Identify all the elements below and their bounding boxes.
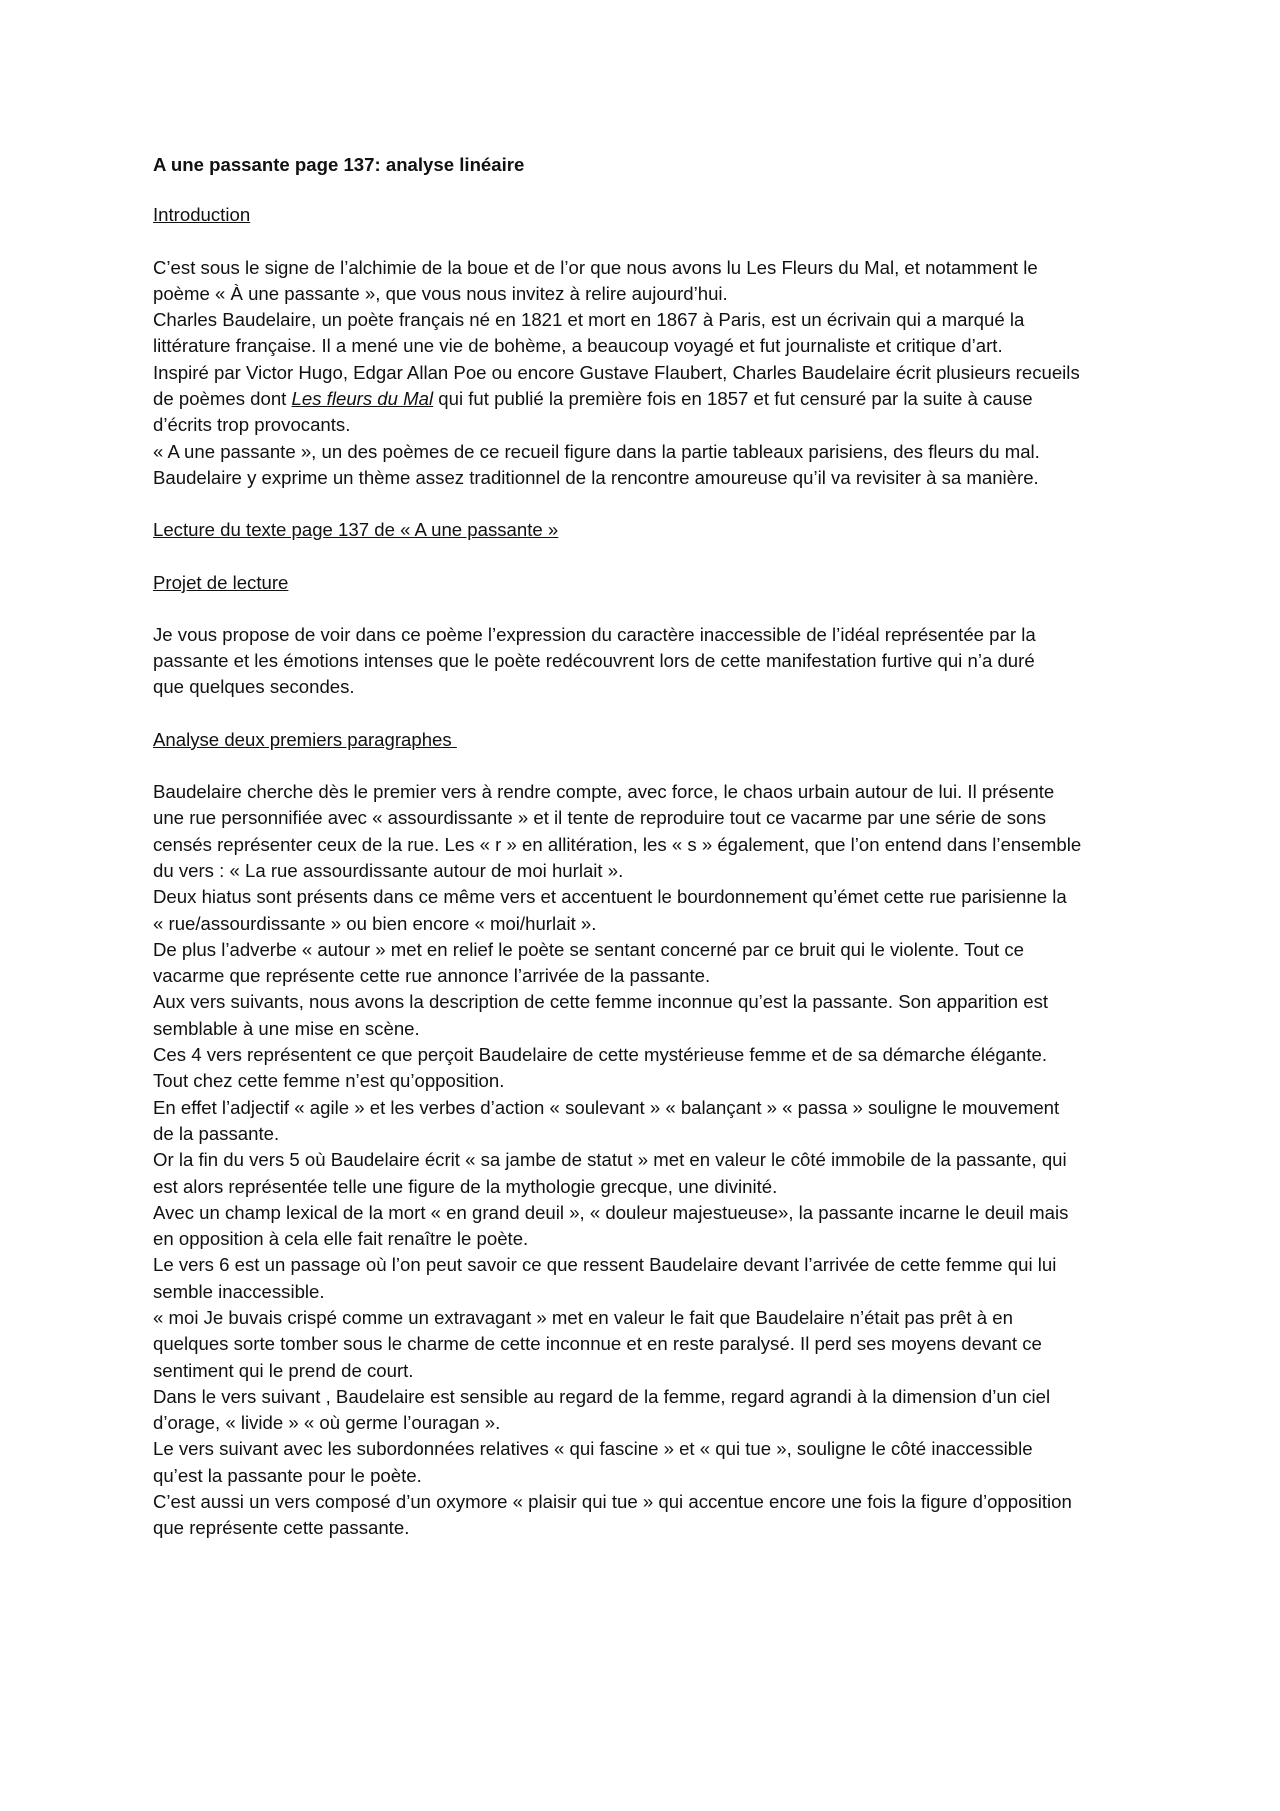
text-segment: de poèmes dont (153, 388, 292, 410)
text-line: Ces 4 vers représentent ce que perçoit Baudelaire de cette mystérieuse femme et de sa démarche élégante. (153, 1044, 1048, 1066)
text-line: quelques sorte tomber sous le charme de cette inconnue et en reste paralysé. Il perd ses moyens devant ce (153, 1333, 1042, 1355)
text-line: une rue personnifiée avec « assourdissante » et il tente de reproduire tout ce vacarme par une série de sons (153, 807, 1047, 829)
text-line: « moi Je buvais crispé comme un extravagant » met en valeur le fait que Baudelaire n’était pas prêt à en (153, 1306, 1013, 1328)
text-line: poème « À une passante », que vous nous invitez à relire aujourd’hui. (153, 282, 728, 304)
text-line: C’est aussi un vers composé d’un oxymore « plaisir qui tue » qui accentue encore une fois la figure d’opposition (153, 1491, 1072, 1513)
text-line: de la passante. (153, 1122, 280, 1144)
text-line: d’orage, « livide » « où germe l’ouragan ». (153, 1412, 501, 1434)
text-line: Baudelaire cherche dès le premier vers à rendre compte, avec force, le chaos urbain autour de lui. Il présente (153, 781, 1055, 803)
book-title: Les fleurs du Mal (291, 388, 434, 410)
text-line: semble inaccessible. (153, 1280, 325, 1302)
text-line: « A une passante », un des poèmes de ce recueil figure dans la partie tableaux parisiens, des fleurs du mal. (153, 440, 1040, 462)
text-line: que représente cette passante. (153, 1517, 410, 1539)
text-line: passante et les émotions intenses que le poète redécouvrent lors de cette manifestation furtive qui n’a duré (153, 650, 1035, 672)
introduction-heading: Introduction (153, 204, 251, 226)
document-page (153, 152, 1133, 1568)
text-line: Aux vers suivants, nous avons la description de cette femme inconnue qu’est la passante. Son apparition est (153, 991, 1049, 1013)
text-line: littérature française. Il a mené une vie de bohème, a beaucoup voyagé et fut journaliste et critique d’art. (153, 335, 1003, 357)
text-line (153, 386, 1133, 412)
text-line: d’écrits trop provocants. (153, 414, 351, 436)
text-line: Avec un champ lexical de la mort « en grand deuil », « douleur majestueuse», la passante incarne le deuil mais (153, 1201, 1069, 1223)
text-line: sentiment qui le prend de court. (153, 1359, 414, 1381)
text-line: Baudelaire y exprime un thème assez traditionnel de la rencontre amoureuse qu’il va revisiter à sa manière. (153, 466, 1039, 488)
text-line: est alors représentée telle une figure de la mythologie grecque, une divinité. (153, 1175, 778, 1197)
text-line: Je vous propose de voir dans ce poème l’expression du caractère inaccessible de l’idéal représentée par la (153, 623, 1036, 645)
text-line: C’est sous le signe de l’alchimie de la boue et de l’or que nous avons lu Les Fleurs du Mal, et notamment le (153, 256, 1038, 278)
text-line: Tout chez cette femme n’est qu’opposition. (153, 1070, 505, 1092)
text-line: en opposition à cela elle fait renaître le poète. (153, 1228, 529, 1250)
text-line: semblable à une mise en scène. (153, 1017, 420, 1039)
text-line: qu’est la passante pour le poète. (153, 1464, 422, 1486)
text-line: En effet l’adjectif « agile » et les verbes d’action « soulevant » « balançant » « passa » souligne le mouvement (153, 1096, 1060, 1118)
text-line: vacarme que représente cette rue annonce l’arrivée de la passante. (153, 965, 711, 987)
text-line: Inspiré par Victor Hugo, Edgar Allan Poe ou encore Gustave Flaubert, Charles Baudelaire écrit plusieurs recueils (153, 361, 1080, 383)
text-line: « rue/assourdissante » ou bien encore « moi/hurlait ». (153, 912, 597, 934)
text-line: Le vers 6 est un passage où l’on peut savoir ce que ressent Baudelaire devant l’arrivée de cette femme qui lui (153, 1254, 1057, 1276)
text-line: censés représenter ceux de la rue. Les « r » en allitération, les « s » également, que l’on entend dans l’ensemble (153, 833, 1082, 855)
text-line: Deux hiatus sont présents dans ce même vers et accentuent le bourdonnement qu’émet cette rue parisienne la (153, 886, 1067, 908)
analyse-heading: Analyse deux premiers paragraphes (153, 728, 457, 750)
text-line: Or la fin du vers 5 où Baudelaire écrit « sa jambe de statut » met en valeur le côté immobile de la passante, qui (153, 1149, 1067, 1171)
document-title: A une passante page 137: analyse linéaire (153, 154, 525, 175)
text-line: De plus l’adverbe « autour » met en relief le poète se sentant concerné par ce bruit qui le violente. Tout ce (153, 938, 1024, 960)
text-line: que quelques secondes. (153, 676, 355, 698)
analyse-paragraph (153, 779, 1133, 1542)
text-line: Dans le vers suivant , Baudelaire est sensible au regard de la femme, regard agrandi à la dimension d’un ciel (153, 1385, 1051, 1407)
text-line: du vers : « La rue assourdissante autour de moi hurlait ». (153, 859, 624, 881)
text-segment: qui fut publié la première fois en 1857 et fut censuré par la suite à cause (433, 388, 1033, 410)
projet-paragraph (153, 622, 1133, 701)
projet-heading: Projet de lecture (153, 571, 289, 593)
text-line: Charles Baudelaire, un poète français né en 1821 et mort en 1867 à Paris, est un écrivain qui a marqué la (153, 309, 1025, 331)
text-line: Le vers suivant avec les subordonnées relatives « qui fascine » et « qui tue », souligne le côté inaccessible (153, 1438, 1033, 1460)
introduction-paragraph (153, 255, 1133, 492)
lecture-heading: Lecture du texte page 137 de « A une passante » (153, 519, 559, 541)
